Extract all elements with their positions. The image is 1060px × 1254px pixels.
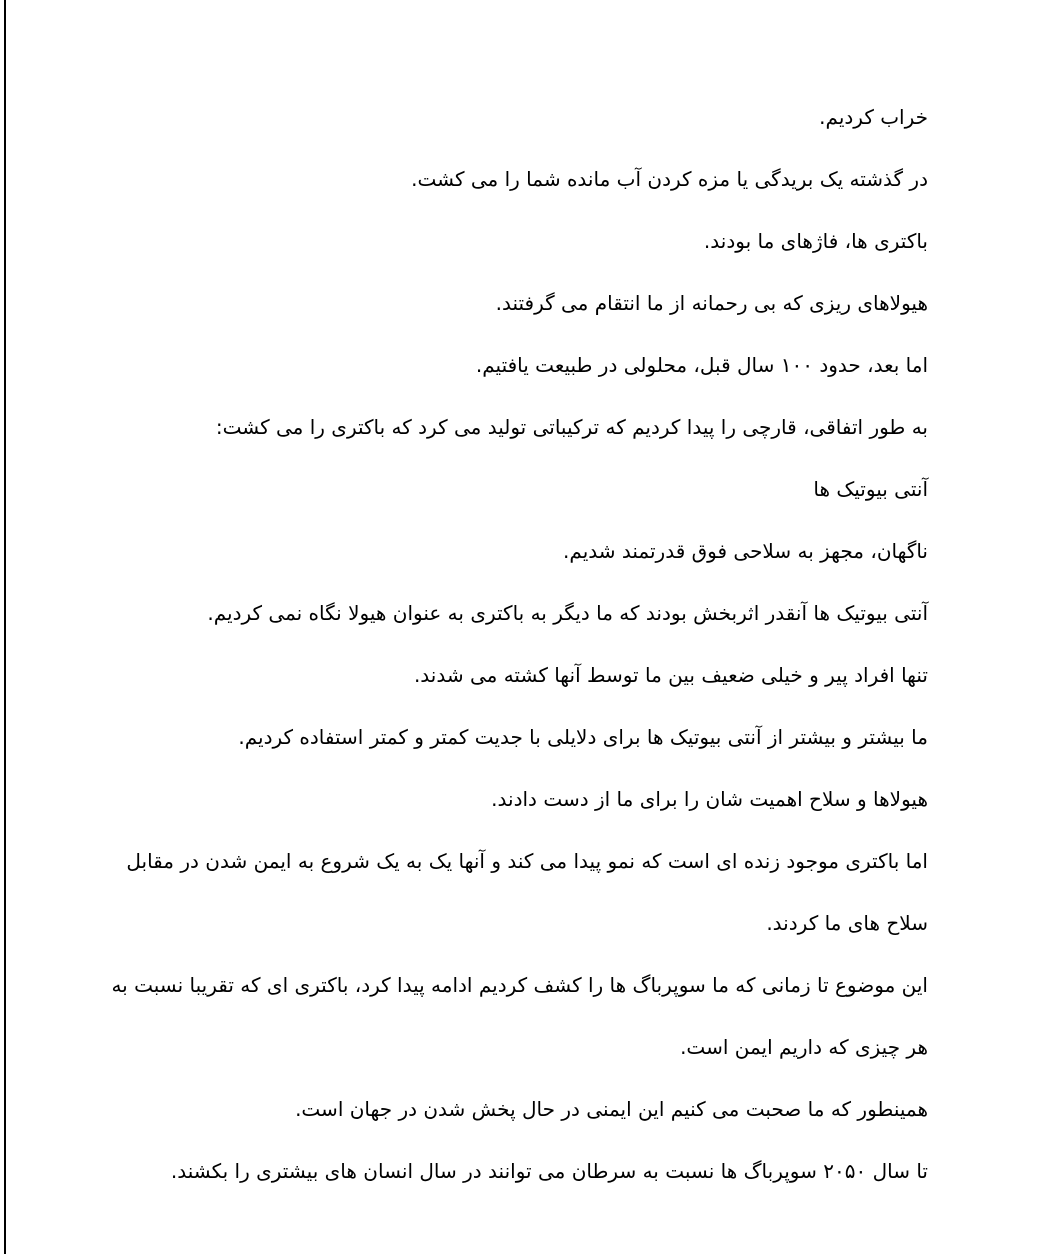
paragraph: هیولاها و سلاح اهمیت شان را برای ما از دست دادند. bbox=[491, 787, 928, 811]
paragraph: ما بیشتر و بیشتر از آنتی بیوتیک ها برای دلایلی با جدیت کمتر و کمتر استفاده کردیم. bbox=[238, 725, 928, 749]
paragraph: همینطور که ما صحبت می کنیم این ایمنی در حال پخش شدن در جهان است. bbox=[295, 1097, 928, 1121]
paragraph: ناگهان، مجهز به سلاحی فوق قدرتمند شدیم. bbox=[563, 539, 928, 563]
paragraph: آنتی بیوتیک ها bbox=[813, 477, 928, 501]
paragraph: اما باکتری موجود زنده ای است که نمو پیدا می کند و آنها یک به یک شروع به ایمن شدن در مقابل سلاح های ما کردند. bbox=[126, 849, 928, 935]
paragraph: آنتی بیوتیک ها آنقدر اثربخش بودند که ما دیگر به باکتری به عنوان هیولا نگاه نمی کردیم. bbox=[207, 601, 928, 625]
paragraph: هیولاهای ریزی که بی رحمانه از ما انتقام می گرفتند. bbox=[495, 291, 928, 315]
paragraph: این موضوع تا زمانی که ما سوپرباگ ها را کشف کردیم ادامه پیدا کرد، باکتری ای که تقریبا نسبت به هر چیزی که داریم ایمن است. bbox=[111, 973, 928, 1059]
paragraph: باکتری ها، فاژهای ما بودند. bbox=[703, 229, 928, 253]
paragraph: اما بعد، حدود ۱۰۰ سال قبل، محلولی در طبیعت یافتیم. bbox=[475, 353, 928, 377]
paragraph: تنها افراد پیر و خیلی ضعیف بین ما توسط آنها کشته می شدند. bbox=[413, 663, 928, 687]
paragraph: به طور اتفاقی، قارچی را پیدا کردیم که ترکیباتی تولید می کرد که باکتری را می کشت: bbox=[215, 415, 928, 439]
document-body bbox=[100, 86, 928, 1202]
paragraph: در گذشته یک بریدگی یا مزه کردن آب مانده شما را می کشت. bbox=[411, 167, 928, 191]
page-left-border bbox=[4, 0, 6, 1254]
paragraph: خراب کردیم. bbox=[819, 105, 928, 129]
paragraph: تا سال ۲۰۵۰ سوپرباگ ها نسبت به سرطان می توانند در سال انسان های بیشتری را بکشند. bbox=[170, 1159, 928, 1183]
